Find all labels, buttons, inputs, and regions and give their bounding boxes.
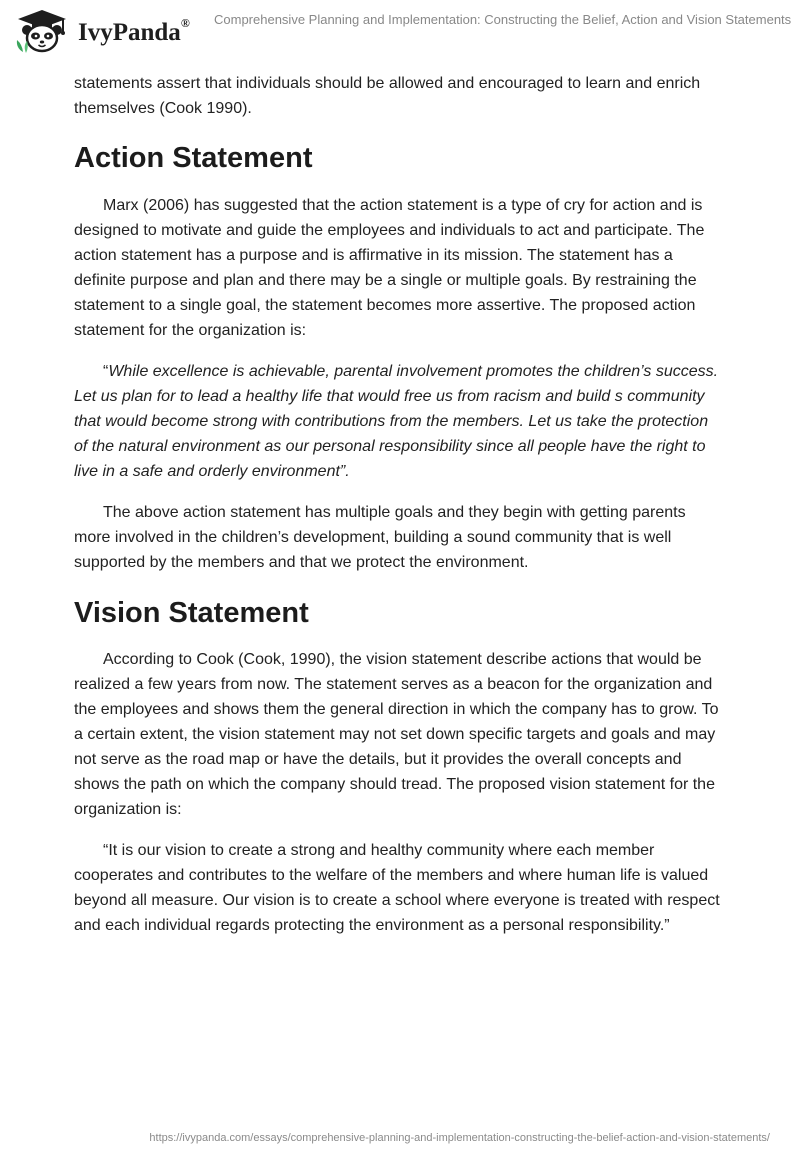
action-paragraph-1: Marx (2006) has suggested that the action statement is a type of cry for action and is designed to motivate and guide the employees and individuals to act and participate. The action statement has a purpose and is affirmative in its mission. The statement has a definite purpose and plan and there may be a single or multiple goals. By restraining the statement to a single goal, the statement becomes more assertive. The proposed action statement for the organization is: [74, 197, 705, 339]
vision-quote: “It is our vision to create a strong and healthy community where each member cooperates and contributes to the welfare of the members and where human life is valued beyond all measure. Our vision is to create a school where everyone is treated with respect and each individual regards protecting the environment as a personal responsibility.” [74, 842, 720, 934]
logo-name: IvyPanda [78, 19, 181, 46]
vision-paragraph-1: According to Cook (Cook, 1990), the vision statement describe actions that would be realized a few years from now. The statement serves as a beacon for the organization and the employees and shows them the general direction in which the company has to grow. To a certain extent, the vision statement may not set down specific targets and goals and may not serve as the road map or have the details, but it provides the overall concepts and shows the path on which the company should tread. The proposed vision statement for the organization is: [74, 651, 719, 818]
vision-statement-heading: Vision Statement [74, 597, 309, 629]
logo-wordmark [78, 15, 190, 47]
intro-paragraph: statements assert that individuals should be allowed and encouraged to learn and enrich themselves (Cook 1990). [74, 75, 701, 117]
action-paragraph-2: The above action statement has multiple goals and they begin with getting parents more involved in the children’s development, building a sound community that is well supported by the members and that we protect the environment. [74, 504, 686, 571]
action-quote [74, 359, 724, 484]
panda-graduate-icon [14, 8, 70, 54]
source-url[interactable]: https://ivypanda.com/essays/comprehensive-planning-and-implementation-constructing-the-belief-action-and-vision-statements/ [149, 1132, 770, 1144]
ivypanda-logo[interactable] [14, 8, 204, 58]
registered-mark: ® [180, 15, 190, 30]
document-title: Comprehensive Planning and Implementation: Constructing the Belief, Action and Vision Statements [214, 12, 792, 27]
action-statement-heading: Action Statement [74, 142, 313, 174]
action-quote-text: While excellence is achievable, parental involvement promotes the children’s success. Let us plan for to lead a healthy life that would free us from racism and build s community that would become strong with contributions from the members. Let us take the protection of the natural environment as our personal responsibility since all people have the right to live in a safe and orderly environment”. [74, 363, 719, 480]
action-quote-open: “ [103, 363, 109, 380]
essay-content [74, 71, 724, 938]
